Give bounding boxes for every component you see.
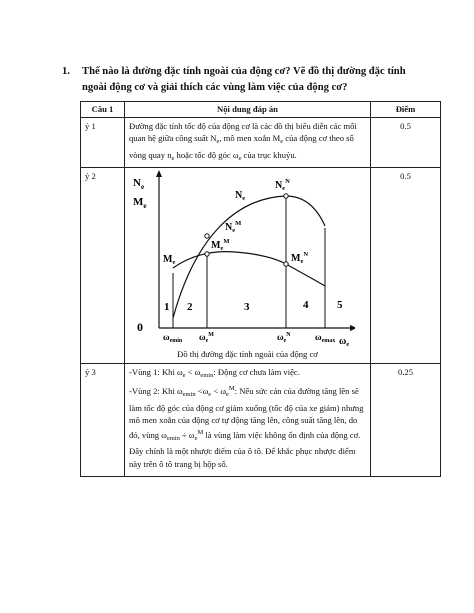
row-label: ý 3	[81, 363, 125, 477]
label-neM: $N_e^M$	[225, 220, 242, 234]
zone-label-4: 4	[303, 299, 309, 311]
axis-label-ne: $N_e$	[133, 177, 145, 191]
row-score: 0.5	[371, 117, 441, 168]
point-meN	[284, 262, 288, 266]
header-question: Câu 1	[81, 102, 125, 118]
tick-eM: $\omega_e^M$	[199, 332, 214, 344]
x-axis-arrow	[350, 325, 355, 331]
tick-emin: $\omega_{emin}$	[163, 332, 183, 344]
zone-2-text: -Vùng 2: Khi $\omega_{emin} <\omega_e < \omega_e^M$: Nếu sức cản của đường tăng lên sẽ làm tốc độ góc của động cơ giảm xuống (tốc độ của xe giảm) nhưng mô men xoắn của động cơ tự động tăng lên, công suất tăng lên, do đó, vùng $\omega_{emin} \div \omega_e^M$ là vùng làm việc không ổn định của động cơ. Đây chính là một nhược điểm của ô tô. Để khắc phục nhược điểm này trên ô tô trang bị hộp số.	[129, 385, 364, 469]
axis-label-me: $M_e$	[133, 196, 147, 210]
point-neN	[284, 194, 288, 198]
question-text: Thế nào là đường đặc tính ngoài của động cơ? Vẽ đồ thị đường đặc tính ngoài động cơ và giải thích các vùng làm việc của động cơ?	[82, 66, 406, 93]
figure-caption: Đồ thị đường đặc tính ngoài của động cơ	[177, 349, 318, 359]
y-axis-arrow	[156, 170, 162, 177]
row-score: 0.25	[371, 363, 441, 477]
table-row	[81, 168, 441, 364]
origin-label: 0	[137, 320, 143, 334]
row-content	[125, 168, 371, 364]
zone-label-1: 1	[164, 301, 170, 313]
zone-label-2: 2	[187, 301, 193, 313]
label-ne: $N_e$	[235, 190, 246, 202]
answer-table	[80, 101, 441, 477]
table-row	[81, 363, 441, 477]
header-score: Điểm	[371, 102, 441, 118]
label-meM: $M_e^M$	[211, 238, 230, 252]
header-content: Nội dung đáp án	[125, 102, 371, 118]
point-meM	[205, 252, 209, 256]
table-row	[81, 117, 441, 168]
characteristic-chart	[125, 168, 355, 348]
row-content	[125, 363, 371, 477]
point-neM	[205, 234, 209, 238]
row-label: ý 2	[81, 168, 125, 364]
row-score: 0.5	[371, 168, 441, 364]
zone-label-5: 5	[337, 299, 343, 311]
row-content: Đường đặc tính tốc độ của động cơ là các đồ thị biểu diễn các mối quan hệ giữa công suất $N_e$, mô men xoắn $M_e$ của động cơ theo số vòng quay $n_e$ hoặc tốc độ góc $\omega_e$ của trục khuỷu.	[125, 117, 371, 168]
zone-1-text: -Vùng 1: Khi $\omega_e < \omega_{emin}$: Động cơ chưa làm việc.	[129, 366, 300, 379]
tick-eN: $\omega_e^N$	[277, 332, 291, 344]
label-neN: $N_e^N$	[275, 178, 290, 192]
tick-emax: $\omega_{emax}$	[315, 332, 336, 344]
zone-label-3: 3	[244, 301, 250, 313]
question	[62, 64, 432, 96]
row-label: ý 1	[81, 117, 125, 168]
label-me: $M_e$	[163, 254, 176, 266]
me-curve	[173, 252, 325, 286]
question-number: 1.	[62, 66, 70, 77]
label-meN: $M_e^N$	[291, 251, 309, 265]
axis-label-omega: $\omega_e$	[339, 336, 350, 348]
table-header-row	[81, 102, 441, 118]
